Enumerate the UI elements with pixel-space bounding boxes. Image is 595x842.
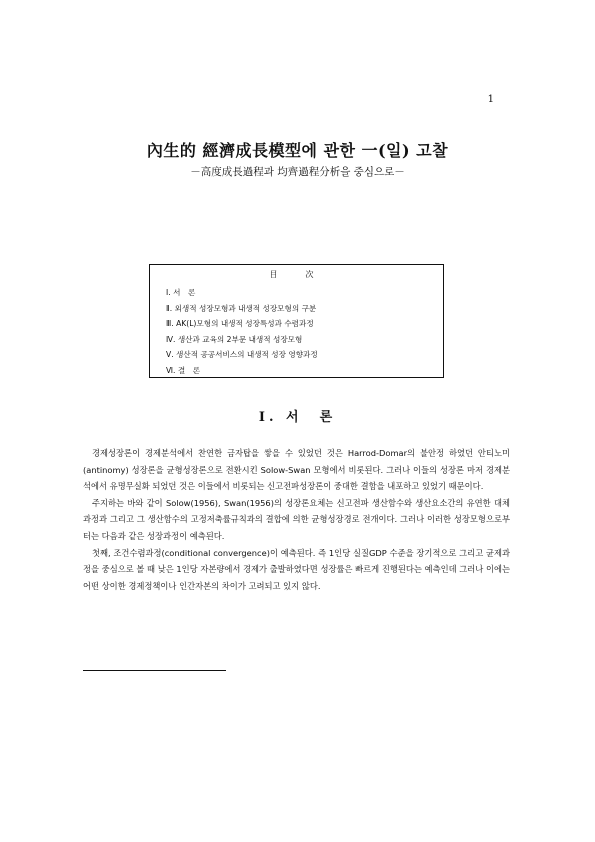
paragraph: 첫째, 조건수렴과정(conditional convergence)이 예측된다. 즉 1인당 실질GDP 수준을 장기적으로 그리고 균제과정을 중심으로 볼 때 낮은 1인당 자본량에서 경제가 출발하였다면 성장률은 빠르게 진행된다는 예측인데 그러나 이에는 어떤 상이한 경제정책이나 인간자본의 차이가 고려되고 있지 않다. (83, 547, 510, 591)
toc-item: Ⅰ. 서 론 (166, 288, 196, 297)
toc-item: Ⅵ. 결 론 (166, 365, 201, 375)
body-text (83, 445, 510, 594)
toc-item: Ⅴ. 생산적 공공서비스의 내생적 성장 영향과정 (166, 350, 318, 360)
toc-item: Ⅱ. 외생적 성장모형과 내생적 성장모형의 구분 (166, 303, 317, 313)
paper-subtitle: －高度成長過程과 均齊過程分析을 중심으로－ (190, 166, 405, 178)
toc-item: Ⅳ. 생산과 교육의 2부문 내생적 성장모형 (166, 334, 303, 344)
paper-title: 內生的 經濟成長模型에 관한 一(일) 고찰 (146, 141, 449, 160)
toc-list (166, 285, 318, 379)
paragraph: 경제성장론이 경제분석에서 찬연한 금자탑을 쌓을 수 있었던 것은 Harrod-Domar의 불안정 하였던 안티노미(antinomy) 성장론을 균형성장론으로 전환시킨 Solow-Swan 모형에서 비롯된다. 그러나 이들의 성장론 마저 경제분석에서 유명무실화 되었던 것은 이들에서 비롯되는 신고전파성장론이 중대한 결함을 내포하고 있었기 때문이다. (83, 448, 510, 492)
paragraph: 주지하는 바와 같이 Solow(1956), Swan(1956)의 성장론요체는 신고전파 생산함수와 생산요소간의 유연한 대체과정과 그리고 그 생산함수의 고정저축률규칙과의 결합에 의한 균형성장경로 전개이다. 그러나 이러한 성장모형으로부터는 다음과 같은 성장과정이 예측된다. (83, 497, 510, 541)
toc-heading: 目 次 (269, 270, 324, 279)
table-of-contents (149, 264, 444, 378)
footnote-rule (83, 670, 226, 671)
toc-item: Ⅲ. AK(L)모형의 내생적 성장특성과 수렴과정 (166, 319, 314, 329)
section-heading: Ⅰ. 서 론 (258, 410, 337, 425)
page-number: 1 (487, 94, 494, 105)
